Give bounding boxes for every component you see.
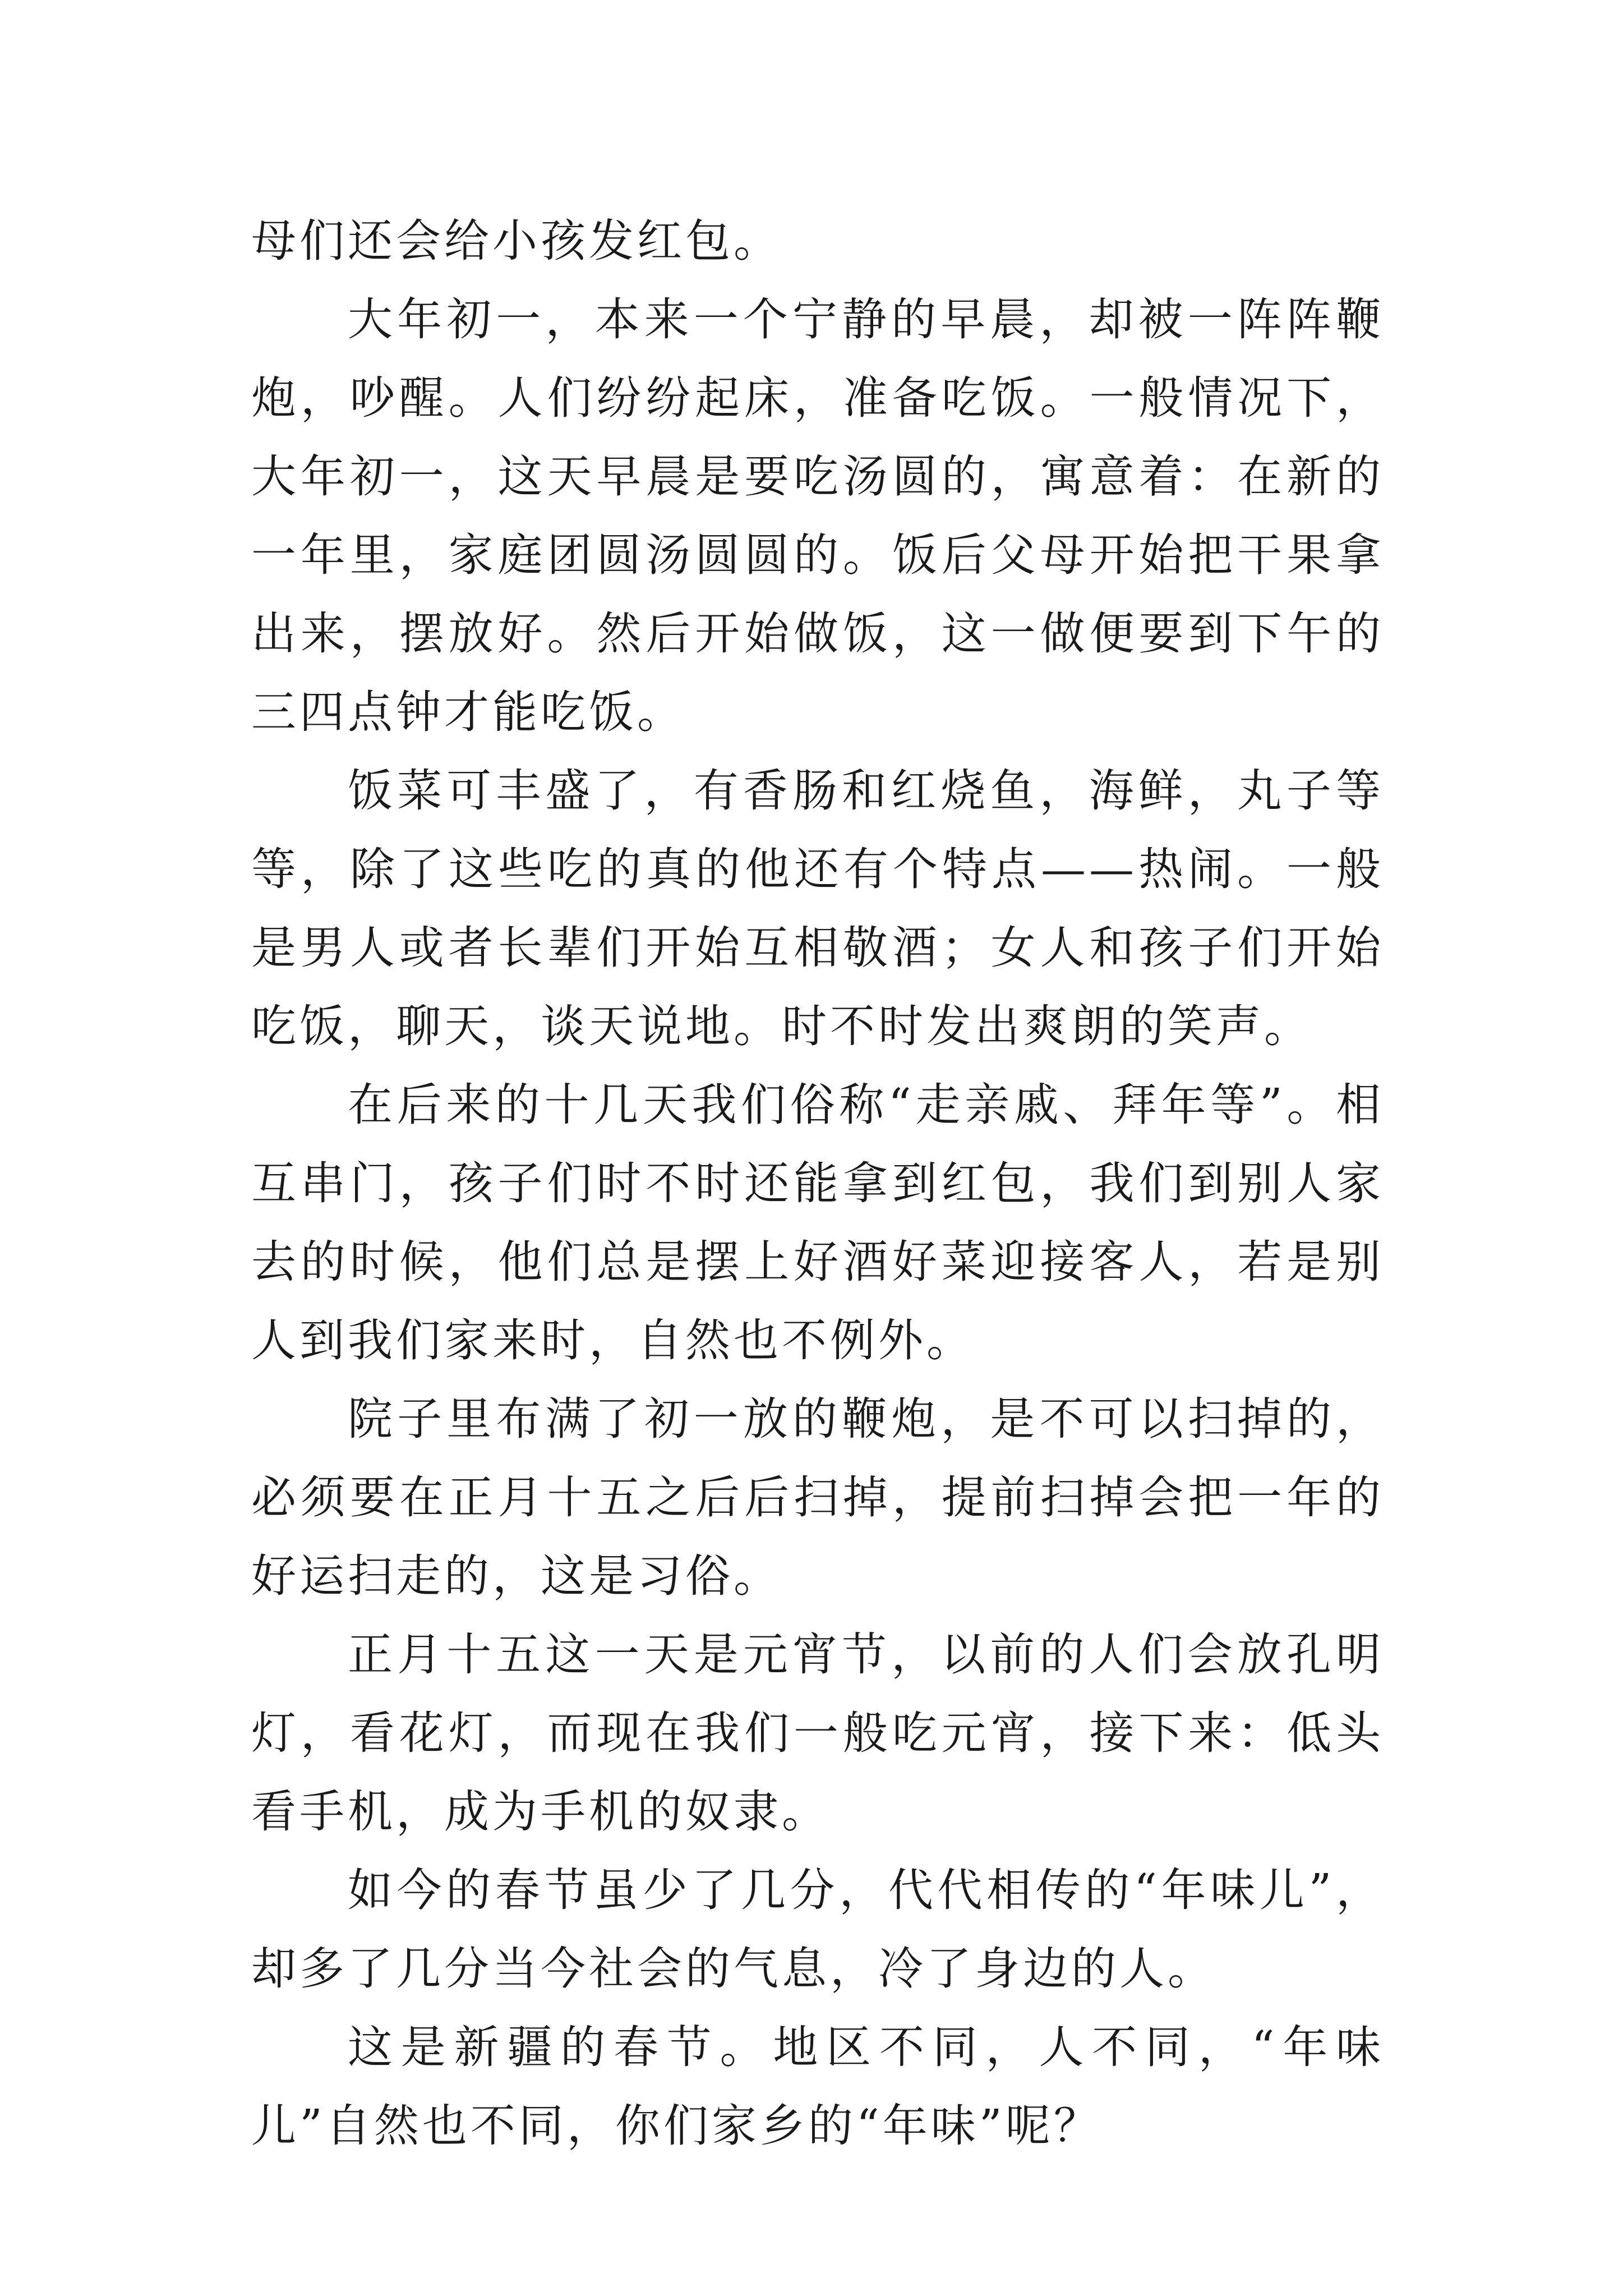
document-body (251, 202, 1384, 2165)
paragraph-continuation: 母们还会给小孩发红包。 (251, 215, 782, 267)
paragraph: 正月十五这一天是元宵节，以前的人们会放孔明灯，看花灯，而现在我们一般吃元宵，接下来：低头看手机，成为手机的奴隶。 (251, 1628, 1384, 1838)
paragraph: 如今的春节虽少了几分，代代相传的“年味儿”，却多了几分当今社会的气息，冷了身边的人。 (251, 1864, 1384, 1995)
paragraph: 大年初一，本来一个宁静的早晨，却被一阵阵鞭炮，吵醒。人们纷纷起床，准备吃饭。一般情况下，大年初一，这天早晨是要吃汤圆的，寓意着：在新的一年里，家庭团圆汤圆圆的。饭后父母开始把干果拿出来，摆放好。然后开始做饭，这一做便要到下午的三四点钟才能吃饭。 (251, 293, 1384, 738)
paragraph: 在后来的十几天我们俗称“走亲戚、拜年等”。相互串门，孩子们时不时还能拿到红包，我们到别人家去的时候，他们总是摆上好酒好菜迎接客人，若是别人到我们家来时，自然也不例外。 (251, 1079, 1384, 1366)
paragraph: 这是新疆的春节。地区不同，人不同，“年味儿”自然也不同，你们家乡的“年味”呢？ (251, 2021, 1384, 2152)
paragraph: 院子里布满了初一放的鞭炮，是不可以扫掉的，必须要在正月十五之后后扫掉，提前扫掉会把一年的好运扫走的，这是习俗。 (251, 1393, 1384, 1602)
paragraph: 饭菜可丰盛了，有香肠和红烧鱼，海鲜，丸子等等，除了这些吃的真的他还有个特点——热闹。一般是男人或者长辈们开始互相敬酒；女人和孩子们开始吃饭，聊天，谈天说地。时不时发出爽朗的笑声。 (251, 765, 1384, 1052)
